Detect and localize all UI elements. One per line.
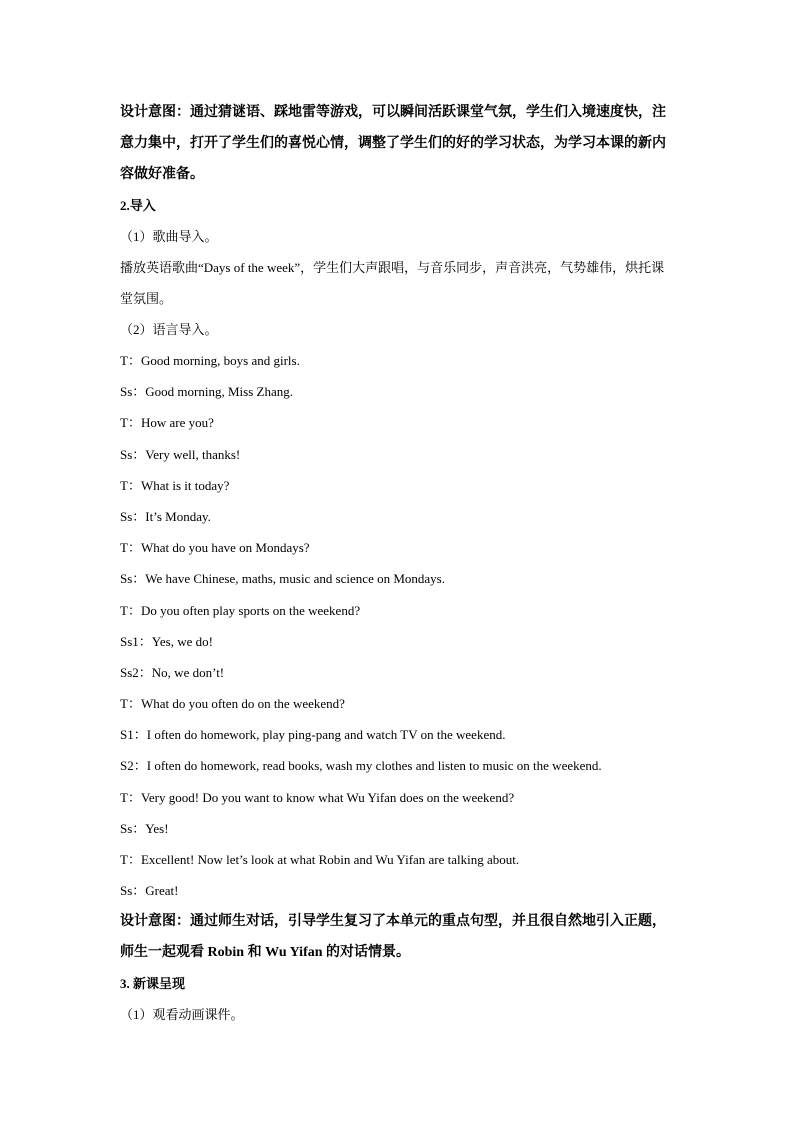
- dialogue-text: Good morning, boys and girls.: [140, 353, 300, 368]
- dialogue-text: We have Chinese, maths, music and science on Mondays.: [145, 571, 445, 587]
- dialogue-text: Yes, we do!: [151, 633, 213, 649]
- dialogue-line: [120, 345, 676, 376]
- dialogue-line: [120, 750, 676, 781]
- dialogue-line: [120, 532, 676, 563]
- dialogue-text: Do you often play sports on the weekend?: [140, 602, 361, 618]
- speaker-label: Ss：: [120, 571, 146, 587]
- speaker-label: Ss：: [120, 384, 146, 400]
- speaker-label: T：: [120, 696, 141, 712]
- speaker-label: S2：: [120, 758, 147, 774]
- dialogue: [120, 345, 676, 906]
- speaker-label: T：: [120, 477, 141, 493]
- dialogue-line: [120, 688, 676, 719]
- section-heading-new-lesson: 3. 新课呈现: [120, 976, 186, 992]
- speaker-label: T：: [120, 415, 141, 431]
- design-intent-note-1: 设计意图：通过猜谜语、踩地雷等游戏，可以瞬间活跃课堂气氛，学生们入境速度快，注意力集中，打开了学生们的喜悦心情，调整了学生们的好的学习状态，为学习本课的新内容做好准备。: [120, 105, 666, 182]
- dialogue-line: [120, 595, 676, 626]
- dialogue-text: Great!: [145, 883, 179, 899]
- dialogue-line: [120, 563, 676, 594]
- dialogue-line: [120, 875, 676, 906]
- speaker-label: Ss：: [120, 446, 146, 462]
- dialogue-text: Yes!: [145, 820, 169, 836]
- dialogue-text: Very well, thanks!: [145, 446, 241, 462]
- dialogue-text: How are you?: [140, 415, 214, 431]
- dialogue-text: What is it today?: [140, 477, 230, 493]
- dialogue-line: [120, 439, 676, 470]
- subheading-language-lead-in: （2）语言导入。: [120, 322, 218, 337]
- dialogue-line: [120, 719, 676, 750]
- subheading-song-lead-in: （1）歌曲导入。: [120, 229, 218, 244]
- speaker-label: Ss：: [120, 820, 146, 836]
- dialogue-text: No, we don’t!: [151, 664, 225, 680]
- speaker-label: T：: [120, 852, 141, 867]
- speaker-label: T：: [120, 353, 141, 368]
- speaker-label: Ss1：: [120, 633, 152, 649]
- section-heading-lead-in: 2.导入: [120, 198, 156, 213]
- design-intent-note-2: 设计意图：通过师生对话，引导学生复习了本单元的重点句型，并且很自然地引入正题，师生一起观看 Robin 和 Wu Yifan 的对话情景。: [120, 914, 666, 961]
- dialogue-text: I often do homework, play ping-pang and watch TV on the weekend.: [146, 727, 506, 743]
- speaker-label: T：: [120, 789, 141, 805]
- dialogue-line: [120, 657, 676, 688]
- dialogue-line: [120, 844, 676, 875]
- document-page: [120, 97, 676, 1030]
- dialogue-text: It’s Monday.: [145, 508, 211, 524]
- speaker-label: Ss2：: [120, 664, 152, 680]
- dialogue-text: Good morning, Miss Zhang.: [145, 384, 293, 400]
- dialogue-line: [120, 470, 676, 501]
- dialogue-text: I often do homework, read books, wash my clothes and listen to music on the weekend.: [146, 758, 602, 774]
- dialogue-line: [120, 782, 676, 813]
- speaker-label: Ss：: [120, 508, 146, 524]
- dialogue-text: What do you have on Mondays?: [140, 540, 310, 556]
- speaker-label: Ss：: [120, 883, 146, 899]
- dialogue-line: [120, 407, 676, 438]
- dialogue-line: [120, 501, 676, 532]
- speaker-label: T：: [120, 540, 141, 556]
- dialogue-text: Very good! Do you want to know what Wu Yifan does on the weekend?: [140, 789, 515, 805]
- song-lead-in-text: 播放英语歌曲“Days of the week”，学生们大声跟唱，与音乐同步，声音洪亮，气势雄伟，烘托课堂氛围。: [120, 260, 665, 306]
- dialogue-text: What do you often do on the weekend?: [140, 696, 345, 712]
- dialogue-line: [120, 626, 676, 657]
- dialogue-line: [120, 813, 676, 844]
- dialogue-line: [120, 376, 676, 407]
- speaker-label: S1：: [120, 727, 147, 743]
- speaker-label: T：: [120, 602, 141, 618]
- subheading-watch-animation: （1）观看动画课件。: [120, 1007, 244, 1023]
- dialogue-text: Excellent! Now let’s look at what Robin and Wu Yifan are talking about.: [140, 852, 520, 867]
